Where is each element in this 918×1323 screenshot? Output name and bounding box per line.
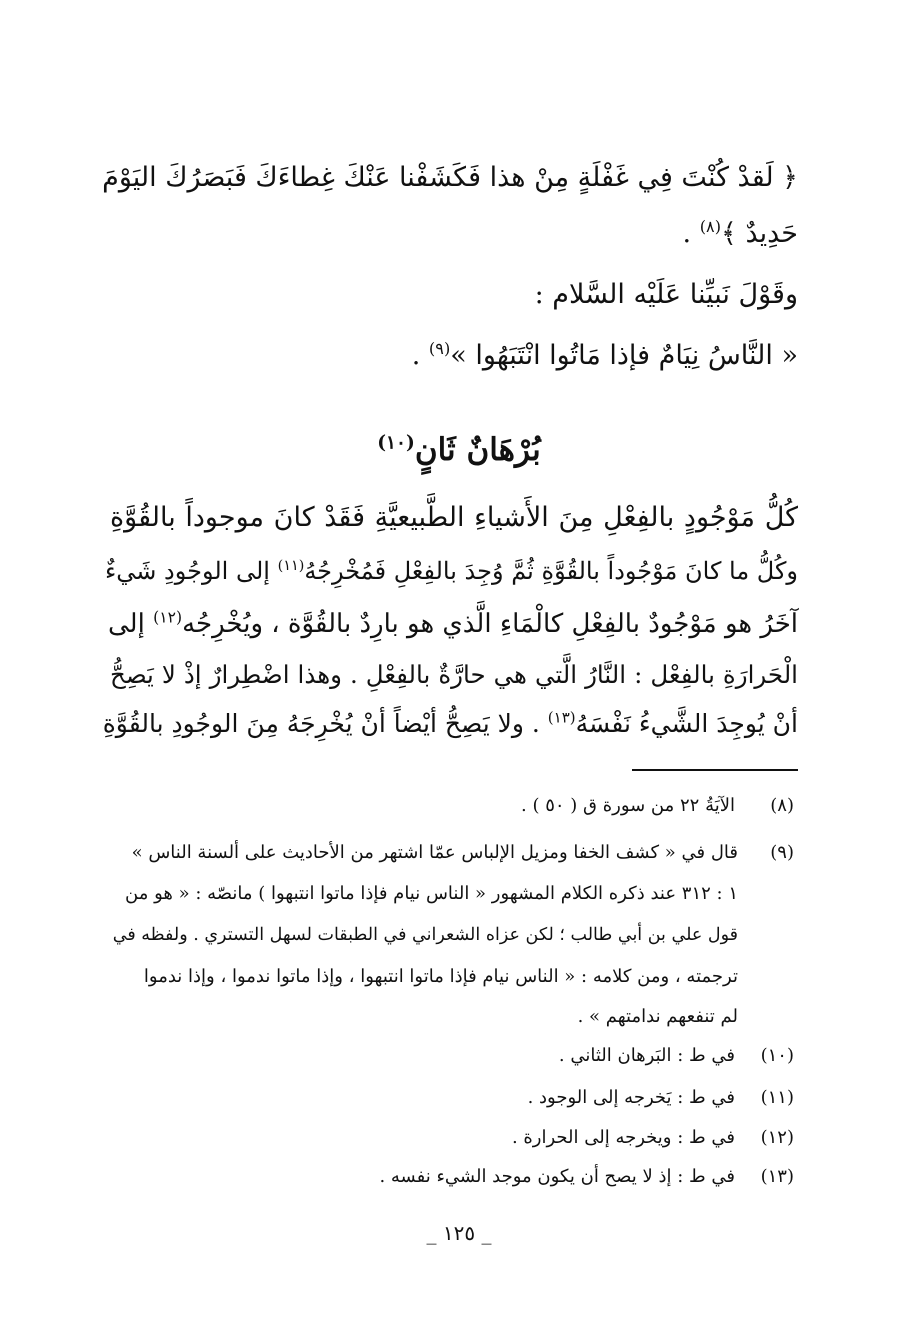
paragraph-line-1: كُلُّ مَوْجُودٍ بالفِعْلِ مِنَ الأَشياءِ الطَّبيعيَّةِ فَقَدْ كانَ موجوداً بالقُوَّةِ (110, 502, 798, 533)
paragraph-line-5-text-a: أنْ يُوجِدَ الشَّيءُ نَفْسَهُ (575, 709, 798, 738)
section-title: بُرْهَانٌ ثَانٍ (414, 432, 541, 468)
paragraph-line-4: الْحَرارَةِ بالفِعْل : النَّارُ الَّتي هي حارَّةٌ بالفِعْلِ . وهذا اضْطِرارٌ إذْ لا يَصِحُّ (110, 660, 798, 689)
paragraph-line-3-text-a: آخَرُ هو مَوْجُودٌ بالفِعْلِ كالْمَاءِ الَّذي هو بارِدٌ بالقُوَّة ، ويُخْرِجُه (182, 609, 798, 639)
footnote-12-text: في ط : ويخرجه إلى الحرارة . (511, 1127, 735, 1148)
footnote-9-line-5: لم تنفعهم ندامتهم » . (577, 1006, 738, 1027)
verse-line-2 (683, 214, 798, 254)
footnote-ref-10[interactable]: (١٠) (377, 432, 415, 454)
verse-text-end: حَدِيدٌ ﴾ (721, 218, 798, 249)
footnote-9-line-2: ١ : ٣١٢ عند ذكره الكلام المشهور « الناس نيام فإذا ماتوا انتبهوا ) مانصّه : « هو من (125, 883, 738, 904)
footnote-ref-9[interactable]: (٩) (428, 339, 451, 358)
footnote-9-line-3: قول علي بن أبي طالب ؛ لكن عزاه الشعراني في الطبقات لسهل التستري . ولفظه في (112, 925, 738, 945)
footnote-ref-12[interactable]: (١٢) (153, 608, 183, 627)
footnote-separator (632, 769, 798, 771)
footnote-11-text: في ط : يَخرجه إلى الوجود . (527, 1087, 735, 1108)
footnote-9-line-4: ترجمته ، ومن كلامه : « الناس نيام فإذا ماتوا انتبهوا ، وإذا ماتوا ندموا ، وإذا ندموا (143, 966, 738, 987)
paragraph-line-3 (110, 609, 798, 639)
hadith-period: . (411, 340, 429, 371)
footnote-13-number: (١٣) (760, 1166, 794, 1187)
paragraph-line-5 (102, 708, 798, 738)
footnote-8-number: (٨) (770, 795, 794, 816)
hadith-intro: وقَوْلَ نَبيِّنا عَلَيْه السَّلام : (534, 279, 798, 310)
footnote-12-number: (١٢) (760, 1127, 794, 1148)
paragraph-line-2-text-a: وكُلُّ ما كانَ مَوْجُوداً بالقُوَّةِ ثُمَّ وُجِدَ بالفِعْلِ فَمُخْرِجُهُ (304, 557, 798, 585)
footnote-ref-11[interactable]: (١١) (277, 558, 305, 574)
verse-period: . (682, 218, 700, 249)
footnote-ref-13[interactable]: (١٣) (547, 708, 576, 727)
footnote-10-number: (١٠) (760, 1045, 794, 1066)
verse-line-1: ﴿ لَقدْ كُنْتَ فِي غَفْلَةٍ مِنْ هذا فَكَشَفْنا عَنْكَ غِطاءَكَ فَبَصَرُكَ اليَوْمَ (102, 162, 798, 193)
page-number: _ ١٢٥ _ (426, 1221, 492, 1245)
hadith-quote (412, 336, 798, 376)
footnote-9-number: (٩) (770, 842, 794, 863)
hadith-text: « النَّاسُ نِيَامٌ فإذا مَاتُوا انْتَبَهُوا » (450, 340, 798, 371)
footnote-11-number: (١١) (760, 1087, 794, 1108)
paragraph-line-2 (105, 557, 798, 585)
footnote-13-text: في ط : إذ لا يصح أن يكون موجد الشيء نفسه . (379, 1166, 735, 1187)
footnote-10-text: في ط : البَرهان الثاني . (558, 1045, 735, 1066)
section-heading (0, 432, 918, 468)
paragraph-line-5-text-b: . ولا يَصِحُّ أيْضاً أنْ يُخْرِجَهُ مِنَ الوجُودِ بالقُوَّةِ (102, 709, 548, 738)
footnote-8-text: الآيَةُ ٢٢ من سورة ق ( ٥٠ ) . (521, 795, 735, 816)
paragraph-line-2-text-b: إلى الوجُودِ شَيءٌ (105, 557, 278, 585)
footnote-9-line-1: قال في « كشف الخفا ومزيل الإلباس عمّا اشتهر من الأحاديث على ألسنة الناس » (131, 842, 738, 863)
paragraph-line-3-text-b: إلى (108, 609, 154, 639)
footnote-ref-8[interactable]: (٨) (699, 217, 722, 236)
